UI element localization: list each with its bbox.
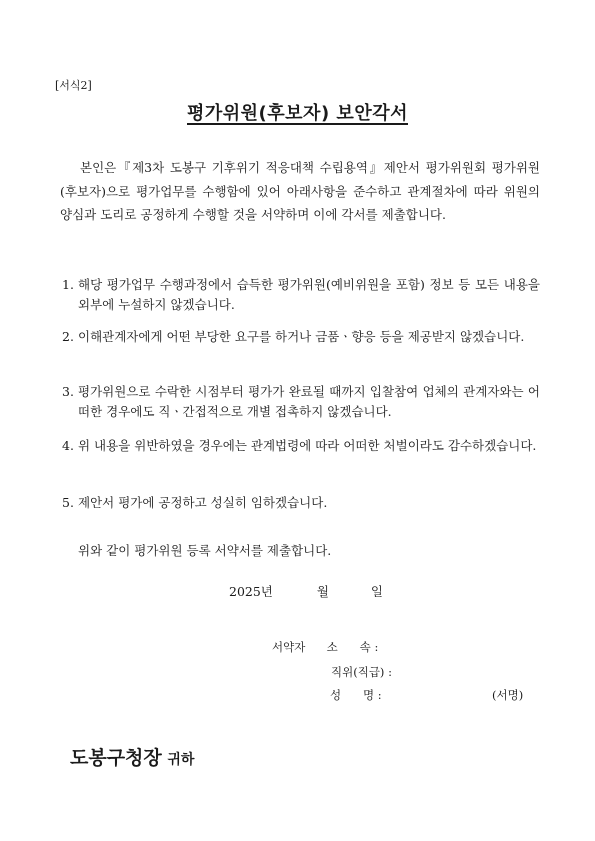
signature-seal-label: (서명) bbox=[492, 688, 524, 702]
date-day: 일 bbox=[370, 584, 383, 599]
affiliation-label: 소 속 : bbox=[326, 640, 379, 654]
pledge-item-number: 4. bbox=[62, 438, 74, 453]
pledge-item-number: 1. bbox=[62, 277, 74, 292]
document-title-wrap bbox=[0, 99, 595, 125]
pledge-item-5 bbox=[62, 493, 540, 513]
date-month: 월 bbox=[316, 584, 329, 599]
name-label: 성 명 : bbox=[330, 688, 382, 702]
pledge-item-4 bbox=[62, 436, 540, 456]
document-title: 평가위원(후보자) 보안각서 bbox=[187, 103, 408, 124]
date-year: 2025년 bbox=[229, 584, 273, 599]
pledge-item-1 bbox=[62, 275, 540, 315]
signature-affiliation-row bbox=[272, 639, 378, 655]
date-line bbox=[229, 582, 383, 600]
addressee-name: 도봉구청장 bbox=[70, 747, 162, 769]
pledge-item-text: 위 내용을 위반하였을 경우에는 관계법령에 따라 어떠한 처벌이라도 감수하겠습니다. bbox=[78, 438, 537, 453]
pledger-label: 서약자 bbox=[272, 640, 306, 654]
pledge-item-number: 2. bbox=[62, 329, 74, 344]
intro-paragraph: 본인은『제3차 도봉구 기후위기 적응대책 수립용역』제안서 평가위원회 평가위원(후보자)으로 평가업무를 수행함에 있어 아래사항을 준수하고 관계절차에 따라 위원의 양심과 도리로 공정하게 수행할 것을 서약하며 이에 각서를 제출합니다. bbox=[60, 160, 540, 222]
signature-position-row bbox=[331, 664, 392, 680]
form-number: [서식2] bbox=[55, 79, 92, 92]
pledge-item-number: 5. bbox=[62, 495, 74, 510]
pledge-item-text: 이해관계자에게 어떤 부당한 요구를 하거나 금품ㆍ향응 등을 제공받지 않겠습니다. bbox=[78, 329, 525, 344]
pledge-item-text: 제안서 평가에 공정하고 성실히 임하겠습니다. bbox=[78, 495, 328, 510]
signature-name-row bbox=[330, 687, 382, 703]
pledge-item-text: 해당 평가업무 수행과정에서 습득한 평가위원(예비위원을 포함) 정보 등 모든 내용을 외부에 누설하지 않겠습니다. bbox=[78, 277, 540, 312]
position-label: 직위(직급) : bbox=[331, 665, 392, 679]
pledge-item-3 bbox=[62, 382, 540, 422]
pledge-item-number: 3. bbox=[62, 384, 74, 399]
closing-statement: 위와 같이 평가위원 등록 서약서를 제출합니다. bbox=[78, 543, 332, 558]
addressee-suffix: 귀하 bbox=[167, 752, 195, 768]
pledge-item-text: 평가위원으로 수락한 시점부터 평가가 완료될 때까지 입찰참여 업체의 관계자와는 어떠한 경우에도 직ㆍ간접적으로 개별 접촉하지 않겠습니다. bbox=[78, 384, 540, 419]
addressee bbox=[70, 743, 194, 770]
pledge-item-2 bbox=[62, 327, 540, 347]
